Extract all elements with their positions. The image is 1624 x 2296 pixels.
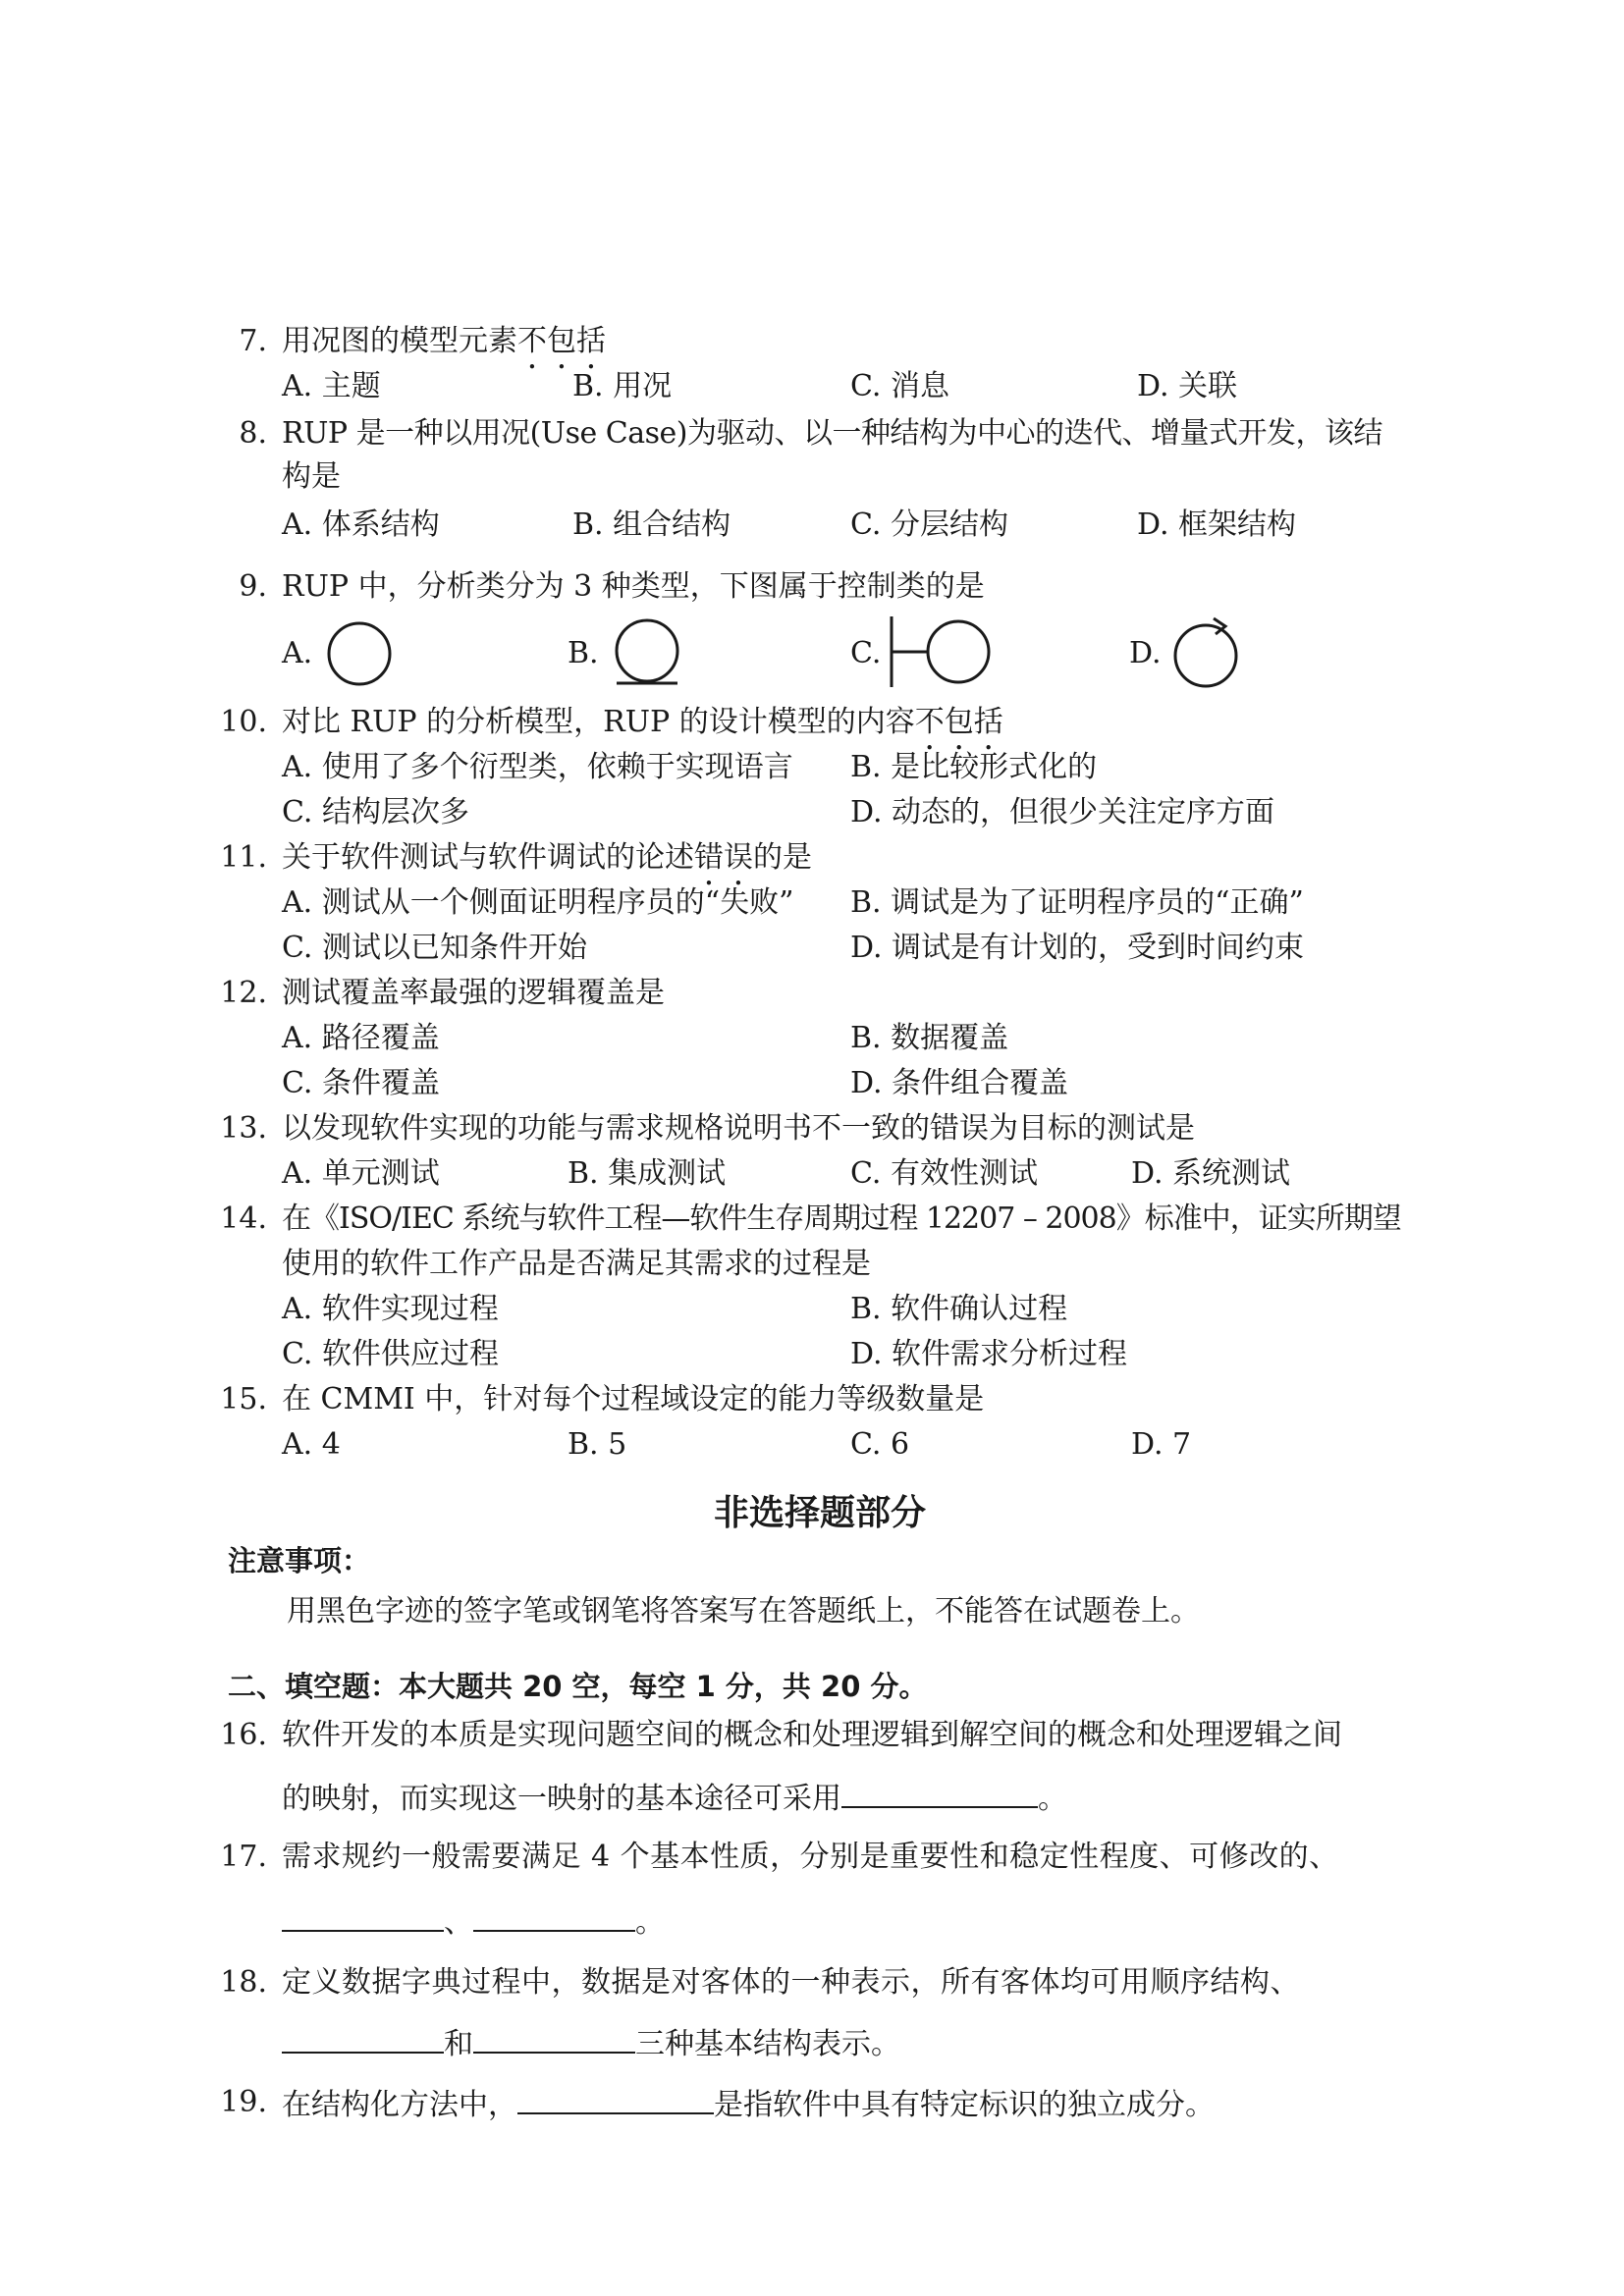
q9-option-b[interactable]: B. [568, 636, 599, 670]
q13-stem: 以发现软件实现的功能与需求规格说明书不一致的错误为目标的测试是 [282, 1111, 1195, 1146]
q10-option-d[interactable]: D. 动态的，但很少关注定序方面 [850, 795, 1275, 829]
q7-stem-emphasis: 不包括 [517, 324, 606, 358]
q18-middle: 和 [444, 2027, 473, 2061]
q15-number: 15. [220, 1382, 267, 1416]
q17-end: 。 [635, 1905, 665, 1940]
q7-option-b[interactable]: B. 用况 [572, 369, 673, 403]
notice-text: 用黑色字迹的签字笔或钢笔将答案写在答题纸上，不能答在试题卷上。 [287, 1594, 1200, 1629]
q15-option-b[interactable]: B. 5 [568, 1427, 627, 1462]
q14-option-c[interactable]: C. 软件供应过程 [282, 1337, 499, 1371]
q17-line2 [282, 1900, 665, 1943]
q17-number: 17. [220, 1840, 267, 1874]
q16-number: 16. [220, 1718, 267, 1752]
control-class-arrow-circle-icon [1166, 613, 1245, 691]
q19-tail: 是指软件中具有特定标识的独立成分。 [714, 2088, 1215, 2122]
q8-number: 8. [239, 416, 267, 451]
entity-class-icon [607, 616, 687, 691]
q14-option-a[interactable]: A. 软件实现过程 [282, 1292, 499, 1326]
q10-stem-emphasis: 不包括 [914, 705, 1003, 739]
q17-answer-blank-2[interactable] [473, 1900, 635, 1932]
q11-number: 11. [220, 840, 267, 875]
part-heading: 二、填空题：本大题共 20 空，每空 1 分，共 20 分。 [228, 1670, 928, 1703]
q11-stem-text: 关于软件测试与软件调试的论述 [282, 840, 694, 875]
q13-option-d[interactable]: D. 系统测试 [1131, 1156, 1291, 1191]
q14-stem-line2: 使用的软件工作产品是否满足其需求的过程是 [282, 1247, 871, 1281]
q18-end: 三种基本结构表示。 [635, 2027, 900, 2061]
q8-option-c[interactable]: C. 分层结构 [850, 507, 1008, 542]
q16-answer-blank[interactable] [841, 1777, 1038, 1808]
q7-option-a[interactable]: A. 主题 [282, 369, 381, 403]
q10-number: 10. [220, 705, 267, 739]
q13-option-b[interactable]: B. 集成测试 [568, 1156, 727, 1191]
q18-answer-blank-2[interactable] [473, 2022, 635, 2054]
q19-number: 19. [220, 2085, 267, 2119]
q14-option-b[interactable]: B. 软件确认过程 [850, 1292, 1068, 1326]
q8-option-a[interactable]: A. 体系结构 [282, 507, 440, 542]
q7-number: 7. [239, 324, 267, 358]
notice-label: 注意事项： [228, 1544, 371, 1577]
q7-option-d[interactable]: D. 关联 [1137, 369, 1238, 403]
q13-option-c[interactable]: C. 有效性测试 [850, 1156, 1038, 1191]
q14-stem-line1: 在《ISO/IEC 系统与软件工程—软件生存周期过程 12207 – 2008》标准中，证实所期望 [282, 1201, 1401, 1236]
q13-option-a[interactable]: A. 单元测试 [282, 1156, 440, 1191]
q16-line2-end: 。 [1038, 1782, 1067, 1816]
q11-option-c[interactable]: C. 测试以已知条件开始 [282, 931, 587, 965]
q19-line [282, 2083, 1215, 2125]
interface-boundary-class-icon [884, 611, 1001, 693]
q9-stem: RUP 中，分析类分为 3 种类型，下图属于控制类的是 [282, 569, 985, 604]
q16-line2-text: 的映射，而实现这一映射的基本途径可采用 [282, 1782, 841, 1816]
q11-option-a[interactable]: A. 测试从一个侧面证明程序员的“失败” [282, 885, 794, 920]
q17-answer-blank-1[interactable] [282, 1900, 444, 1932]
q11-option-d[interactable]: D. 调试是有计划的，受到时间约束 [850, 931, 1305, 965]
q10-stem-text: 对比 RUP 的分析模型，RUP 的设计模型的内容 [282, 705, 915, 739]
q11-stem-tail: 的是 [753, 840, 812, 875]
q12-stem: 测试覆盖率最强的逻辑覆盖是 [282, 976, 665, 1010]
q18-line2 [282, 2022, 900, 2064]
q17-line1: 需求规约一般需要满足 4 个基本性质，分别是重要性和稳定性程度、可修改的、 [282, 1840, 1339, 1874]
q8-option-b[interactable]: B. 组合结构 [572, 507, 731, 542]
section-title: 非选择题部分 [714, 1493, 927, 1533]
q13-number: 13. [220, 1111, 267, 1146]
q12-option-d[interactable]: D. 条件组合覆盖 [850, 1066, 1069, 1100]
q8-stem-line1: RUP 是一种以用况(Use Case)为驱动、以一种结构为中心的迭代、增量式开发，该结 [282, 416, 1382, 451]
q15-stem: 在 CMMI 中，针对每个过程域设定的能力等级数量是 [282, 1382, 985, 1416]
q18-answer-blank-1[interactable] [282, 2022, 444, 2054]
q17-separator: 、 [444, 1905, 473, 1940]
q12-number: 12. [220, 976, 267, 1010]
q14-option-d[interactable]: D. 软件需求分析过程 [850, 1337, 1128, 1371]
q14-number: 14. [220, 1201, 267, 1236]
q10-option-b[interactable]: B. 是比较形式化的 [850, 750, 1098, 784]
q10-option-a[interactable]: A. 使用了多个衍型类，依赖于实现语言 [282, 750, 793, 784]
q15-option-c[interactable]: C. 6 [850, 1427, 910, 1462]
q11-option-b[interactable]: B. 调试是为了证明程序员的“正确” [850, 885, 1304, 920]
q18-number: 18. [220, 1965, 267, 2000]
q12-option-c[interactable]: C. 条件覆盖 [282, 1066, 440, 1100]
q9-option-c[interactable]: C. [850, 636, 882, 670]
q9-option-a[interactable]: A. [282, 636, 313, 670]
q19-answer-blank[interactable] [517, 2083, 714, 2114]
q16-line2 [282, 1777, 1067, 1819]
q18-line1: 定义数据字典过程中，数据是对客体的一种表示，所有客体均可用顺序结构、 [282, 1965, 1300, 2000]
q12-option-b[interactable]: B. 数据覆盖 [850, 1021, 1009, 1055]
q10-option-c[interactable]: C. 结构层次多 [282, 795, 469, 829]
q15-option-a[interactable]: A. 4 [282, 1427, 341, 1462]
q7-option-c[interactable]: C. 消息 [850, 369, 949, 403]
q11-stem-emphasis: 错误 [694, 840, 753, 875]
q16-line1: 软件开发的本质是实现问题空间的概念和处理逻辑到解空间的概念和处理逻辑之间 [282, 1718, 1342, 1752]
q9-number: 9. [239, 569, 267, 604]
q8-option-d[interactable]: D. 框架结构 [1137, 507, 1297, 542]
q8-stem-line2: 构是 [282, 459, 341, 494]
boundary-class-circle-icon [324, 618, 395, 689]
q9-option-d[interactable]: D. [1129, 636, 1162, 670]
q7-stem-text: 用况图的模型元素 [282, 324, 517, 358]
q15-option-d[interactable]: D. 7 [1131, 1427, 1192, 1462]
q12-option-a[interactable]: A. 路径覆盖 [282, 1021, 440, 1055]
q19-text: 在结构化方法中， [282, 2088, 517, 2122]
